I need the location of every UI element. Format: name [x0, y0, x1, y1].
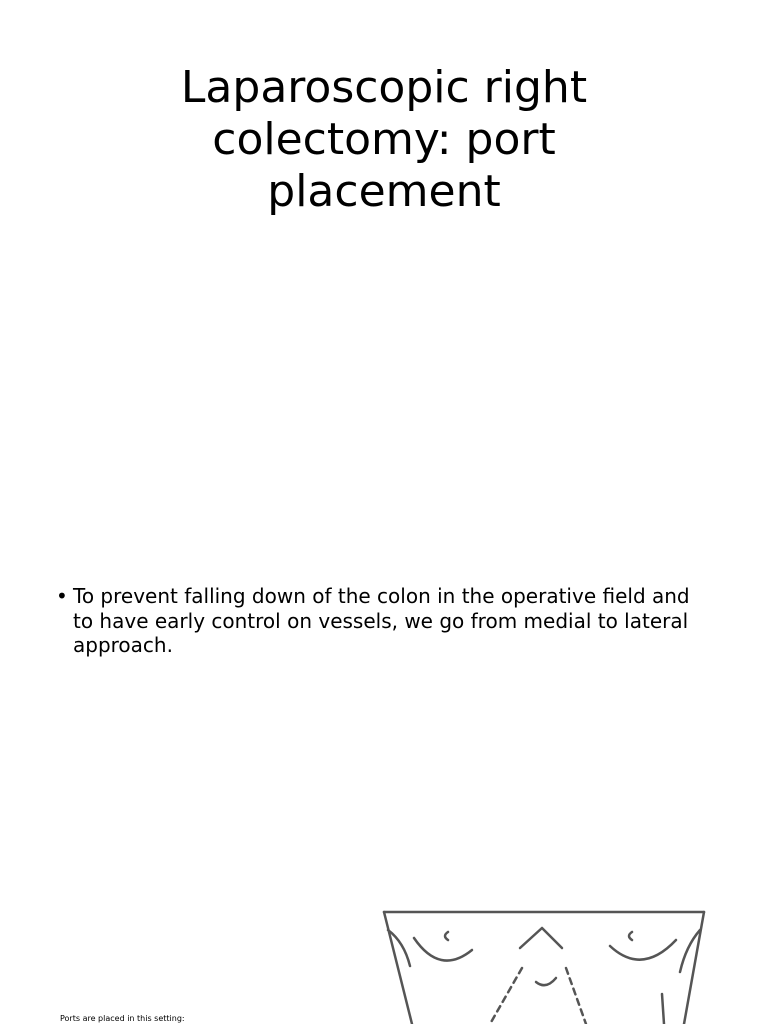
- torso-outline-icon: [380, 906, 710, 1024]
- bullet-item: [56, 584, 706, 658]
- bullet-list: [56, 584, 706, 658]
- torso-figure: [380, 906, 710, 1024]
- figure-caption: Ports are placed in this setting:: [60, 1014, 185, 1023]
- slide-title: Laparoscopic right colectomy: port placement: [180, 62, 588, 217]
- bullet-marker: •: [56, 584, 68, 608]
- bullet-text: To prevent falling down of the colon in the operative field and to have early control on vessels, we go from medial to lateral approach.: [73, 584, 690, 657]
